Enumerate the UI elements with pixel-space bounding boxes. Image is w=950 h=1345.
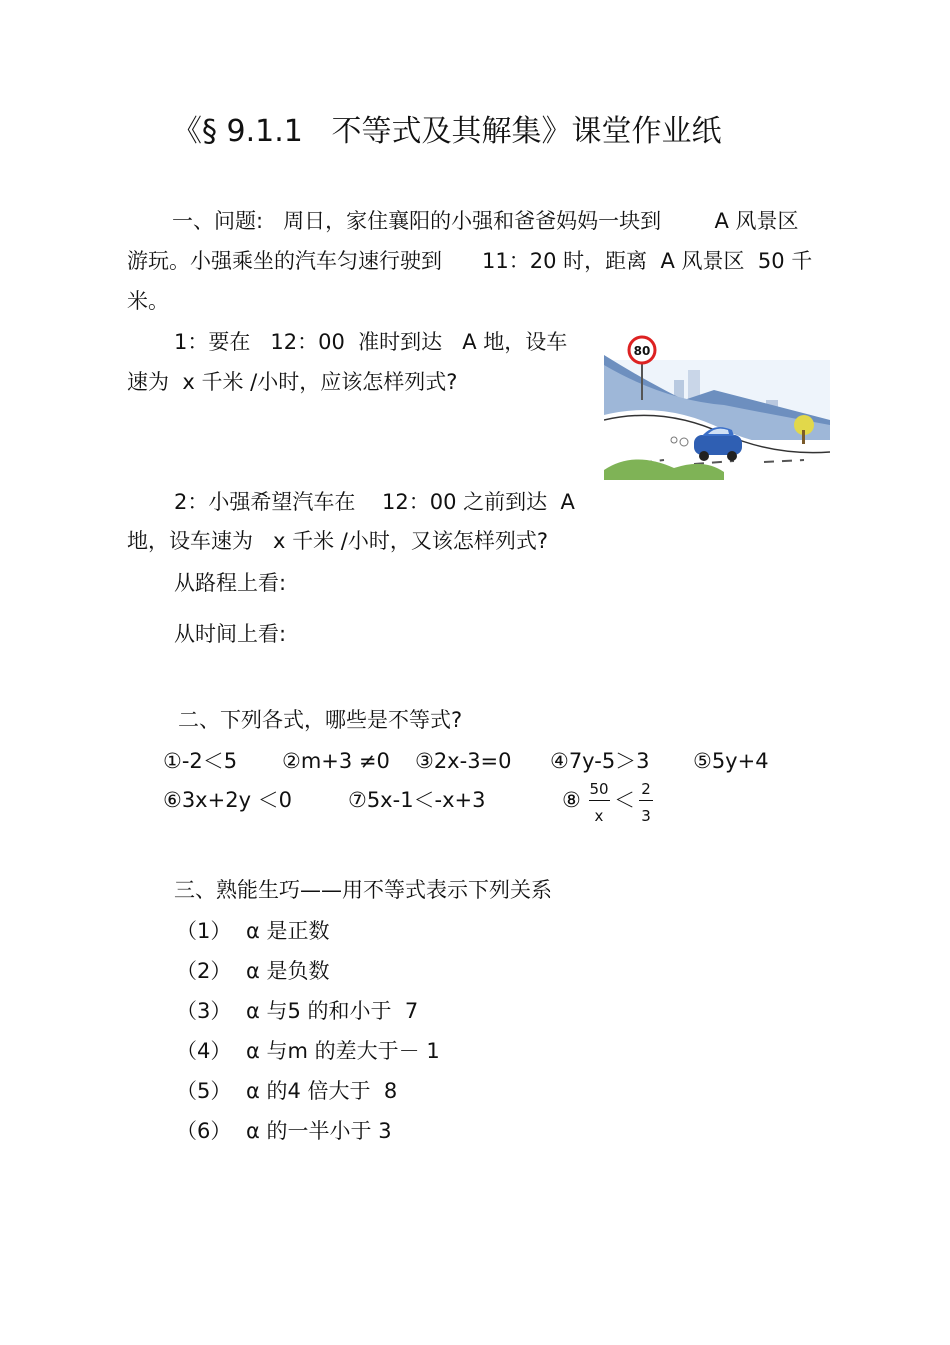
from-distance-label: 从路程上看: bbox=[174, 571, 287, 595]
speed-limit-sign-text: 80 bbox=[633, 344, 651, 358]
relation-item-number: （5） bbox=[176, 1079, 232, 1103]
problem-intro-line-2: 游玩。小强乘坐的汽车匀速行驶到 11：20 时，距离 A 风景区 50 千 bbox=[127, 249, 813, 273]
expression-item: ⑦5x-1＜-x+3 bbox=[348, 788, 486, 812]
from-time-label: 从时间上看: bbox=[174, 622, 287, 646]
relation-item-number: （3） bbox=[176, 999, 232, 1023]
question-2-line-2: 地，设车速为 x 千米 /小时，又该怎样列式? bbox=[127, 529, 549, 553]
expression-item: ③2x-3=0 bbox=[415, 749, 512, 773]
expression-item: ⑥3x+2y ＜0 bbox=[163, 788, 293, 812]
section-2-heading: 二、下列各式，哪些是不等式? bbox=[178, 708, 463, 732]
problem-intro-line-3: 米。 bbox=[127, 289, 169, 313]
expression-8-marker: ⑧ bbox=[562, 788, 581, 812]
expression-item: ②m+3 ≠0 bbox=[282, 749, 390, 773]
relation-item-text: α 是正数 bbox=[246, 919, 330, 943]
car-on-road-illustration bbox=[604, 330, 830, 480]
fraction-1-bar bbox=[589, 800, 610, 801]
question-1-line-1: 1：要在 12：00 准时到达 A 地，设车 bbox=[174, 330, 568, 354]
fraction-1-denominator: x bbox=[594, 807, 604, 825]
relation-item-text: α 的4 倍大于 8 bbox=[246, 1079, 398, 1103]
question-1-line-2: 速为 x 千米 /小时，应该怎样列式? bbox=[127, 370, 458, 394]
expression-item: ⑤5y+4 bbox=[693, 749, 769, 773]
expression-item: ④7y-5＞3 bbox=[550, 749, 650, 773]
relation-item-text: α 与m 的差大于－ 1 bbox=[246, 1039, 440, 1063]
page-title: 《§ 9.1.1 不等式及其解集》课堂作业纸 bbox=[172, 114, 722, 149]
relation-item-text: α 的一半小于 3 bbox=[246, 1119, 392, 1143]
fraction-2-numerator: 2 bbox=[641, 780, 651, 798]
question-2-line-1: 2：小强希望汽车在 12：00 之前到达 A bbox=[174, 490, 575, 514]
expression-8-operator: ＜ bbox=[614, 788, 635, 812]
relation-item-number: （1） bbox=[176, 919, 232, 943]
relation-item-number: （4） bbox=[176, 1039, 232, 1063]
relation-item-text: α 与5 的和小于 7 bbox=[246, 999, 419, 1023]
fraction-2-denominator: 3 bbox=[641, 807, 651, 825]
problem-intro-line-1: 一、问题: 周日，家住襄阳的小强和爸爸妈妈一块到 A 风景区 bbox=[172, 209, 799, 233]
expression-item: ①-2＜5 bbox=[163, 749, 238, 773]
relation-item-text: α 是负数 bbox=[246, 959, 330, 983]
relation-item-number: （6） bbox=[176, 1119, 232, 1143]
fraction-2-bar bbox=[639, 800, 653, 801]
relation-item-number: （2） bbox=[176, 959, 232, 983]
section-3-heading: 三、熟能生巧——用不等式表示下列关系 bbox=[174, 878, 552, 902]
fraction-1-numerator: 50 bbox=[589, 780, 609, 798]
